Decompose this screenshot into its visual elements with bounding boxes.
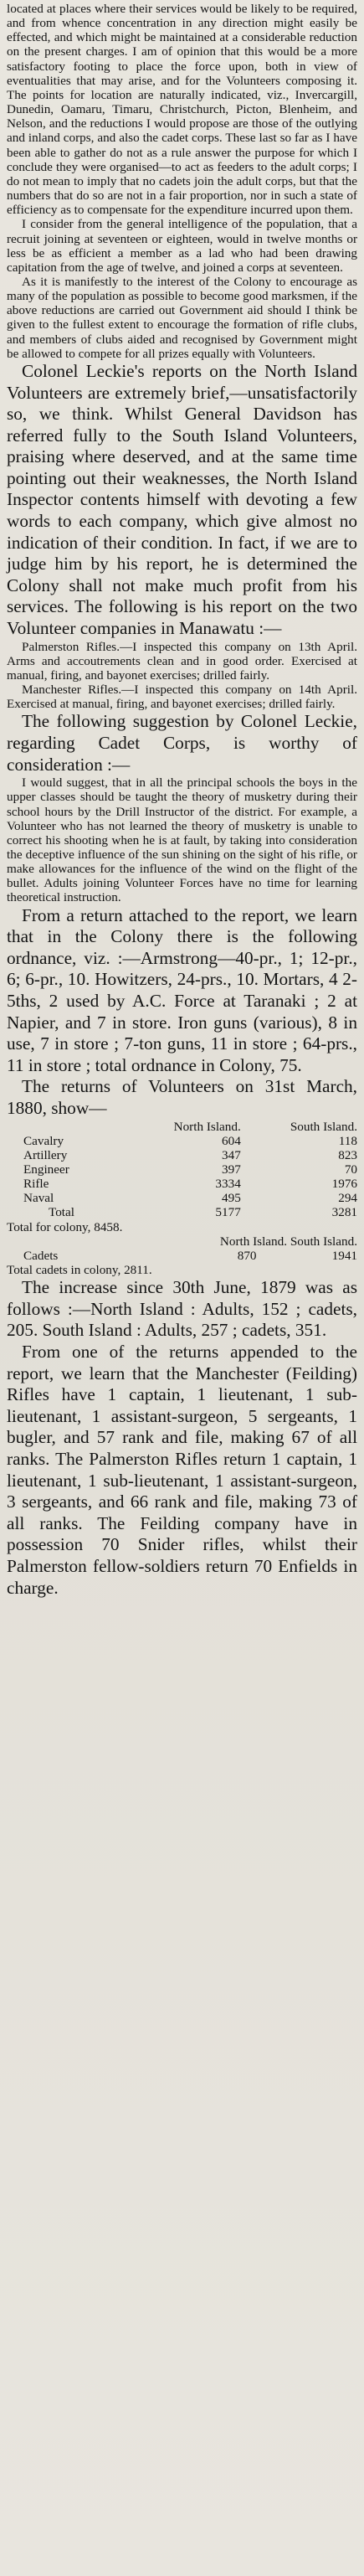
editorial-increase: The increase since 30th June, 1879 was as follows :—North Island : Adults, 152 ; cadets, 205. South Island : Adults, 257 ; cadets, 351. — [7, 1277, 357, 1341]
report-musketry-suggestion: I would suggest, that in all the principal schools the boys in the upper classes should be taught the theory of musketry during their school hours by the Drill Instructor of the district. For example, a Volunteer who has not learned the theory of musketry is unable to correct his shooting when he is at fault, by taking into consideration the deceptive influence of the sun shining on the sight of his rifle, or make allowances for the influence of the wind on the flight of the bullet. Adults joining Volunteer Forces have no time for learning theoretical instruction. — [7, 775, 357, 905]
table-row — [7, 1162, 357, 1177]
report-excerpt-location: located at places where their services would be likely to be required, and from whence concentration in any direction might easily be effected, and which might be maintained at a considerable reduction on the present charges. I am of opinion that this would be a more satisfactory footing to place the force upon, both in view of eventualities that may arise, and for the Volunteers composing it. The points for location are naturally indicated, viz., Invercargill, Dunedin, Oamaru, Timaru, Christchurch, Picton, Blenheim, and Nelson, and the reductions I would propose are those of the outlying and inland corps, and also the cadet corps. These last so far as I have been able to gather do not as a rule answer the purpose for which I conclude they were organised—to act as feeders to the adult corps; I do not mean to imply that no cadets join the adult corps, but that the numbers that do so are not in a fair proportion, nor in such a state of efficiency as to compensate for the expenditure incurred upon them. — [7, 2, 357, 218]
row-north: 495 — [222, 1191, 241, 1206]
row-north: 347 — [222, 1147, 241, 1162]
editorial-volunteer-returns: The returns of Volunteers on 31st March, 1880, show— — [7, 1076, 357, 1118]
row-north: 3334 — [215, 1177, 241, 1192]
table-row — [7, 1191, 357, 1205]
cadets-table-header: North Island. South Island. — [219, 1234, 357, 1249]
editorial-leckie-reports: Colonel Leckie's reports on the North Island Volunteers are extremely brief,—unsatisfactorily so, we think. Whilst General Davidson has referred fully to the South Island Volunteers, praising where deserved, and at the same time pointing out their weaknesses, the North Island Inspector contents himself with devoting a few words to each company, which give almost no indication of their condition. In fact, if we are to judge him by his report, he is determined the Colony shall not make much profit from his services. The following is his report on the two Volunteer companies in Manawatu :— — [7, 360, 357, 639]
editorial-ordnance: From a return attached to the report, we learn that in the Colony there is the following ordnance, viz. :—Armstrong—40-pr., 1; 12-pr., 6; 6-pr., 10. Howitzers, 24-prs., 10. Mortars, 4 2-5ths, 2 used by A.C. Force at Taranaki ; 2 at Napier, and 7 in store. Iron guns (various), 8 in use, 7 in store ; 7-ton guns, 11 in store ; 64-prs., 11 in store ; total ordnance in Colony, 75. — [7, 904, 357, 1075]
row-north: 604 — [222, 1133, 241, 1148]
table-row — [7, 1249, 357, 1263]
volunteer-returns-table — [7, 1120, 357, 1220]
report-excerpt-rifle-clubs: As it is manifestly to the interest of the Colony to encourage as many of the population as possible to become good marksmen, if the above reductions are carried out Government aid should I think be given to the fullest extent to encourage the formation of rifle clubs, and members of clubs aided and recognised by Government might be allowed to compete for all prizes equally with Volunteers. — [7, 274, 357, 361]
cadets-label: Cadets — [23, 1248, 59, 1263]
total-south: 3281 — [331, 1205, 357, 1220]
table-header-row — [7, 1120, 357, 1134]
total-label: Total — [49, 1205, 74, 1220]
cadets-total: Total cadets in colony, 2811. — [7, 1263, 152, 1278]
row-south: 1976 — [331, 1177, 357, 1192]
report-excerpt-recruits: I consider from the general intelligence of the population, that a recruit joining at seventeen or eighteen, would in twelve months or less be as efficient a member as a lad who had been drawing capitation from the age of twelve, and joined a corps at seventeen. — [7, 217, 357, 275]
row-label: Rifle — [23, 1177, 49, 1192]
table-row — [7, 1148, 357, 1162]
row-label: Naval — [23, 1191, 54, 1206]
table-total-row — [7, 1205, 357, 1219]
row-label: Engineer — [23, 1162, 69, 1177]
table-row — [7, 1134, 357, 1148]
row-label: Cavalry — [23, 1133, 64, 1148]
row-south: 70 — [344, 1162, 357, 1177]
row-south: 823 — [338, 1147, 357, 1162]
report-palmerston-rifles: Palmerston Rifles.—I inspected this company on 13th April. Arms and accoutrements clean and in good order. Exercised at manual, firing, and bayonet exercises; drilled fairly. — [7, 639, 357, 683]
editorial-cadet-suggestion: The following suggestion by Colonel Leckie, regarding Cadet Corps, is worthy of consideration :— — [7, 711, 357, 775]
table-row — [7, 1177, 357, 1191]
row-north: 397 — [222, 1162, 241, 1177]
header-south-island: South Island. — [290, 1119, 357, 1134]
header-north-island: North Island. — [173, 1119, 241, 1134]
colony-total: Total for colony, 8458. — [7, 1219, 123, 1234]
cadets-north: 870 — [237, 1248, 257, 1263]
cadets-south: 1941 — [331, 1248, 357, 1263]
cadets-table — [7, 1249, 357, 1263]
report-manchester-rifles: Manchester Rifles.—I inspected this company on 14th April. Exercised at manual, firing, and bayonet exercises; drilled fairly. — [7, 683, 357, 712]
editorial-manawatu-companies: From one of the returns appended to the report, we learn that the Manchester (Feilding) Rifles have 1 captain, 1 lieutenant, 1 sub-lieutenant, 1 assistant-surgeon, 5 sergeants, 1 bugler, and 57 rank and file, making 67 of all ranks. The Palmerston Rifles return 1 captain, 1 lieutenant, 1 sub-lieutenant, 1 assistant-surgeon, 3 sergeants, and 66 rank and file, making 73 of all ranks. The Feilding company have in possession 70 Snider rifles, whilst their Palmerston fellow-soldiers return 70 Enfields in charge. — [7, 1342, 357, 1598]
total-north: 5177 — [215, 1205, 241, 1220]
row-south: 118 — [338, 1133, 357, 1148]
row-south: 294 — [338, 1191, 357, 1206]
row-label: Artillery — [23, 1147, 68, 1162]
